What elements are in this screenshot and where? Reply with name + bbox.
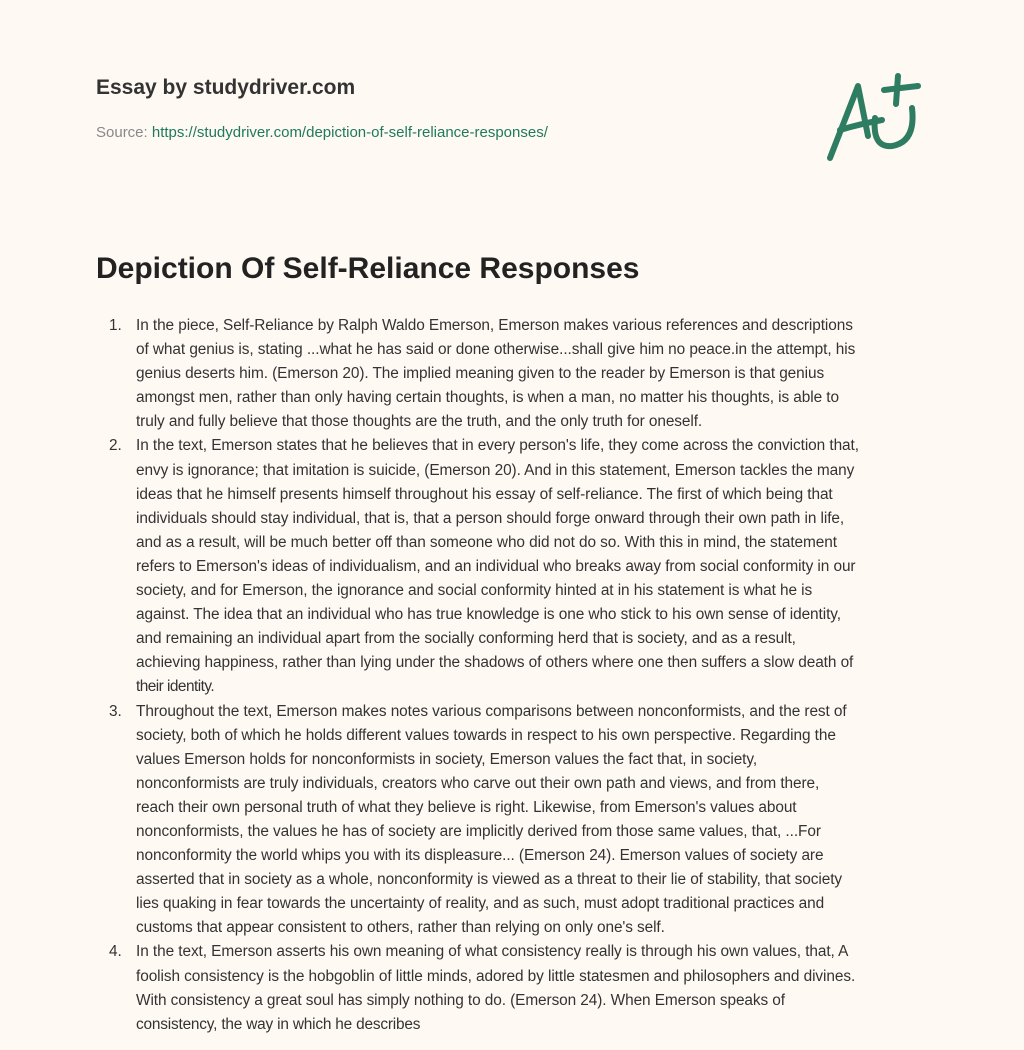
text-line: nonconformists are truly individuals, creators who carve out their own path and views, and from there, xyxy=(136,774,820,792)
text-line: against. The idea that an individual who has true knowledge is one who stick to his own sense of identity, xyxy=(136,606,841,624)
text-line: refers to Emerson's ideas of individualism, and an individual who breaks away from social conformity in our xyxy=(136,557,856,575)
source-line xyxy=(96,124,548,141)
source-label: Source: xyxy=(96,124,152,141)
text-line: and remaining an individual apart from the socially conforming herd that is society, and as a result, xyxy=(136,630,796,648)
text-line: their identity. xyxy=(136,678,215,696)
text-line: nonconformists, the values he has of society are implicitly derived from those same values, that, ...For xyxy=(136,822,821,840)
text-line: customs that appear consistent to others, rather than relying on only one's self. xyxy=(136,919,665,937)
text-line: In the text, Emerson states that he believes that in every person's life, they come across the conviction that, xyxy=(136,437,859,455)
text-line: Throughout the text, Emerson makes notes various comparisons between nonconformists, and the rest of xyxy=(136,702,847,720)
text-line: In the piece, Self-Reliance by Ralph Waldo Emerson, Emerson makes various references and descriptions xyxy=(136,317,853,334)
text-line: individuals should stay individual, that is, that a person should forge onward through their own path in life, xyxy=(136,509,845,527)
text-line: society, both of which he holds different values towards in respect to his own perspective. Regarding the xyxy=(136,726,836,744)
text-line: lies quaking in fear towards the uncertainty of reality, and as such, must adopt traditional practices and xyxy=(136,895,825,913)
list-item xyxy=(96,940,936,1036)
text-line: ideas that he himself presents himself throughout his essay of self-reliance. The first of which being that xyxy=(136,485,833,503)
essay-list xyxy=(96,314,936,1037)
item-number: 4. xyxy=(109,943,122,961)
item-number: 2. xyxy=(109,437,122,455)
text-line: foolish consistency is the hobgoblin of little minds, adored by little statesmen and philosophers and divines. xyxy=(136,967,856,985)
text-line: genius deserts him. (Emerson 20). The implied meaning given to the reader by Emerson is that genius xyxy=(136,365,825,383)
list-item xyxy=(96,434,936,699)
text-line: reach their own personal truth of what they believe is right. Likewise, from Emerson's values about xyxy=(136,798,797,816)
text-line: values Emerson holds for nonconformists in society, Emerson values the fact that, in society, xyxy=(136,750,758,768)
text-line: envy is ignorance; that imitation is suicide, (Emerson 20). And in this statement, Emerson tackles the many xyxy=(136,461,855,479)
item-number: 1. xyxy=(109,317,122,334)
page-title: Depiction Of Self-Reliance Responses xyxy=(96,252,640,285)
text-line: amongst men, rather than only having certain thoughts, is when a man, no matter his thoughts, is able to xyxy=(136,389,839,407)
text-line: achieving happiness, rather than lying under the shadows of others where one then suffers a slow death of xyxy=(136,654,854,672)
list-item xyxy=(96,700,936,941)
a-plus-logo-icon xyxy=(820,68,930,168)
text-line: consistency, the way in which he describes xyxy=(136,1015,421,1033)
text-line: In the text, Emerson asserts his own meaning of what consistency really is through his own values, that, A xyxy=(136,943,849,961)
text-line: society, and for Emerson, the ignorance and social conformity hinted at in his statement is what he is xyxy=(136,582,813,600)
text-line: nonconformity the world whips you with its displeasure... (Emerson 24). Emerson values of society are xyxy=(136,847,824,865)
text-line: truly and fully believe that those thoughts are the truth, and the only truth for oneself. xyxy=(136,413,703,431)
item-number: 3. xyxy=(109,702,122,720)
site-brand: Essay by studydriver.com xyxy=(96,76,356,99)
list-item xyxy=(96,314,936,434)
text-line: and as a result, will be much better off than someone who did not do so. With this in mind, the statement xyxy=(136,533,837,551)
text-line: of what genius is, stating ...what he has said or done otherwise...shall give him no peace.in the attempt, his xyxy=(136,341,856,359)
text-line: asserted that in society as a whole, nonconformity is viewed as a threat to their lie of stability, that society xyxy=(136,871,843,889)
text-line: With consistency a great soul has simply nothing to do. (Emerson 24). When Emerson speaks of xyxy=(136,991,785,1009)
source-link[interactable]: https://studydriver.com/depiction-of-self-reliance-responses/ xyxy=(151,124,548,141)
